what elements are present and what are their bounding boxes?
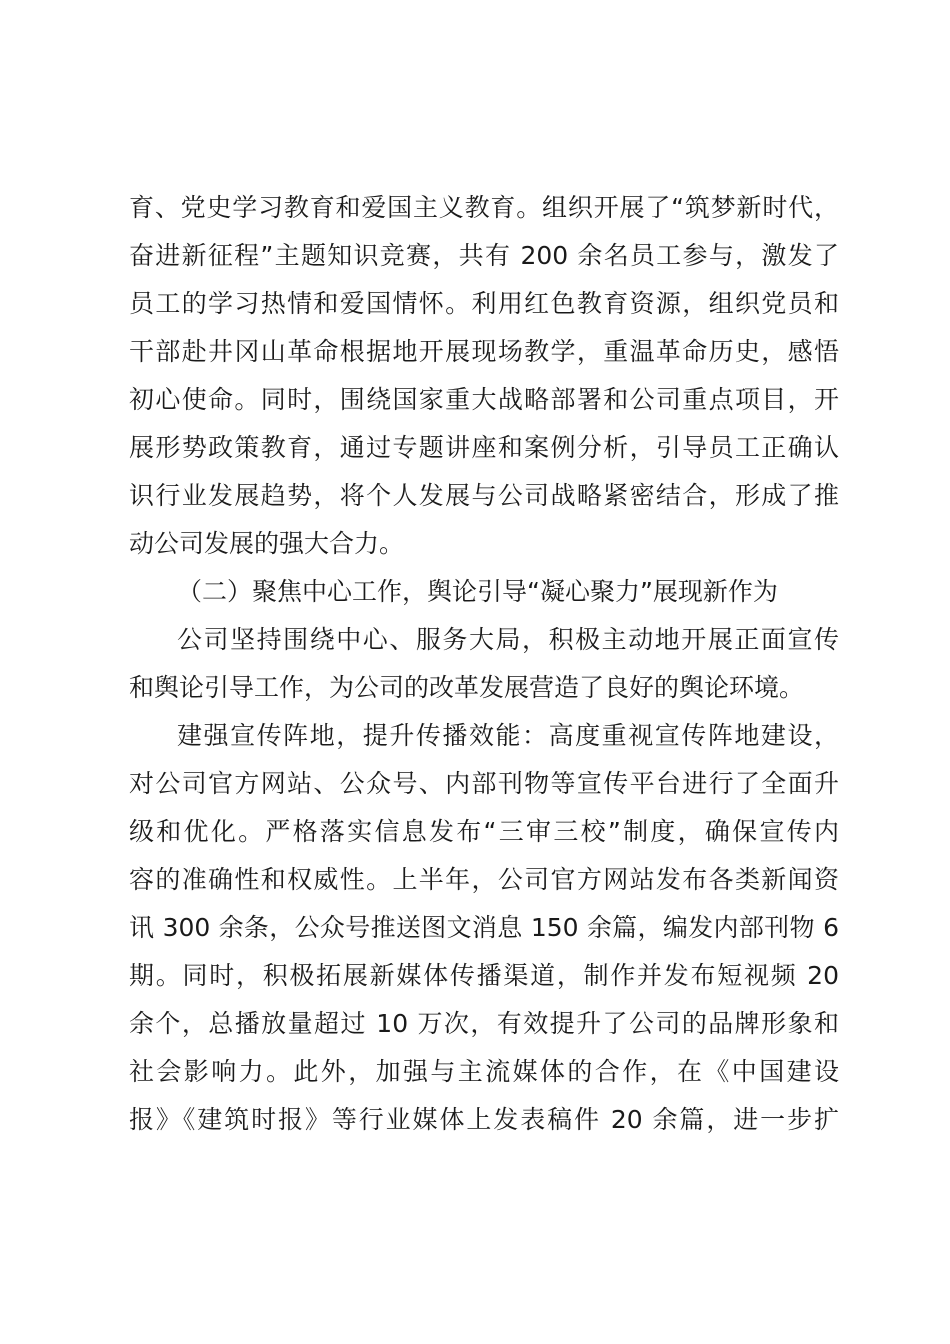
- text-line: 奋进新征程”主题知识竞赛，共有 200 余名员工参与，激发了: [129, 241, 839, 270]
- text-line: 育、党史学习教育和爱国主义教育。组织开展了“筑梦新时代，: [129, 193, 839, 222]
- text-line: 公司坚持围绕中心、服务大局，积极主动地开展正面宣传: [177, 625, 839, 654]
- section-heading: （二）聚焦中心工作，舆论引导“凝心聚力”展现新作为: [177, 577, 778, 606]
- text-line: 余个，总播放量超过 10 万次，有效提升了公司的品牌形象和: [129, 1009, 839, 1038]
- text-line: 员工的学习热情和爱国情怀。利用红色教育资源，组织党员和: [129, 289, 839, 318]
- text-line: 讯 300 余条，公众号推送图文消息 150 余篇，编发内部刊物 6: [129, 913, 839, 942]
- text-line: 和舆论引导工作，为公司的改革发展营造了良好的舆论环境。: [129, 673, 805, 702]
- text-line: 识行业发展趋势，将个人发展与公司战略紧密结合，形成了推: [129, 481, 839, 510]
- text-line: 展形势政策教育，通过专题讲座和案例分析，引导员工正确认: [129, 433, 839, 462]
- text-line: 级和优化。严格落实信息发布“三审三校”制度，确保宣传内: [129, 817, 839, 846]
- text-line: 建强宣传阵地，提升传播效能：高度重视宣传阵地建设，: [177, 721, 839, 750]
- text-line: 初心使命。同时，围绕国家重大战略部署和公司重点项目，开: [129, 385, 839, 414]
- text-line: 社会影响力。此外，加强与主流媒体的合作，在《中国建设: [129, 1057, 839, 1086]
- text-line: 容的准确性和权威性。上半年，公司官方网站发布各类新闻资: [129, 865, 839, 894]
- text-line: 期。同时，积极拓展新媒体传播渠道，制作并发布短视频 20: [129, 961, 839, 990]
- text-line: 动公司发展的强大合力。: [129, 529, 405, 558]
- text-line: 报》《建筑时报》等行业媒体上发表稿件 20 余篇，进一步扩: [129, 1105, 839, 1134]
- text-line: 对公司官方网站、公众号、内部刊物等宣传平台进行了全面升: [129, 769, 839, 798]
- text-line: 干部赴井冈山革命根据地开展现场教学，重温革命历史，感悟: [129, 337, 839, 366]
